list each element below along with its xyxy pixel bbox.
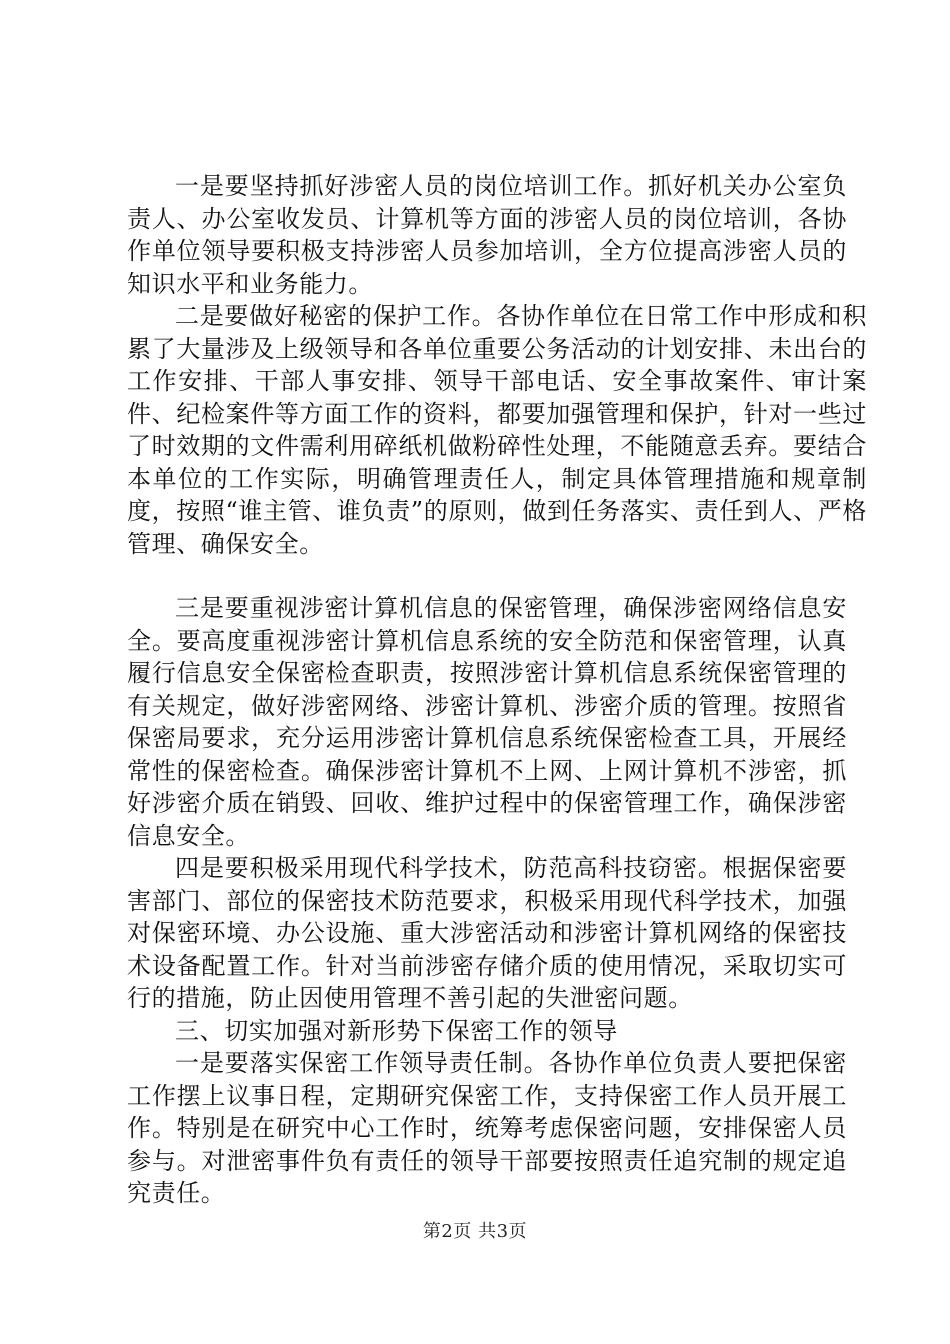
paragraph-training: 一是要坚持抓好涉密人员的岗位培训工作。抓好机关办公室负责人、办公室收发员、计算机等方面的涉密人员的岗位培训，各协作单位领导要积极支持涉密人员参加培训，全方位提高涉密人员的知识水平和业务能力。 [127, 172, 847, 298]
paragraph-spacer [127, 560, 847, 592]
paragraph-technology: 四是要积极采用现代科学技术，防范高科技窃密。根据保密要害部门、部位的保密技术防范要求，积极采用现代科学技术，加强对保密环境、办公设施、重大涉密活动和涉密计算机网络的保密技术设备配置工作。针对当前涉密存储介质的使用情况，采取切实可行的措施，防止因使用管理不善引起的失泄密问题。 [127, 854, 847, 1012]
paragraph-secret-protection: 二是要做好秘密的保护工作。各协作单位在日常工作中形成和积累了大量涉及上级领导和各单位重要公务活动的计划安排、未出台的工作安排、干部人事安排、领导干部电话、安全事故案件、审计案件、纪检案件等方面工作的资料，都要加强管理和保护，针对一些过了时效期的文件需利用碎纸机做粉碎性处理，不能随意丢弃。要结合本单位的工作实际，明确管理责任人，制定具体管理措施和规章制度，按照“谁主管、谁负责”的原则，做到任务落实、责任到人、严格管理、确保安全。 [127, 302, 867, 558]
section-heading-leadership: 三、切实加强对新形势下保密工作的领导 [175, 1016, 618, 1045]
paragraph-computer-security: 三是要重视涉密计算机信息的保密管理，确保涉密网络信息安全。要高度重视涉密计算机信息系统的安全防范和保密管理，认真履行信息安全保密检查职责，按照涉密计算机信息系统保密管理的有关规定，做好涉密网络、涉密计算机、涉密介质的管理。按照省保密局要求，充分运用涉密计算机信息系统保密检查工具，开展经常性的保密检查。确保涉密计算机不上网、上网计算机不涉密，抓好涉密介质在销毁、回收、维护过程中的保密管理工作，确保涉密信息安全。 [127, 594, 847, 850]
paragraph-responsibility: 一是要落实保密工作领导责任制。各协作单位负责人要把保密工作摆上议事日程，定期研究保密工作，支持保密工作人员开展工作。特别是在研究中心工作时，统筹考虑保密问题，安排保密人员参与。对泄密事件负有责任的领导干部要按照责任追究制的规定追究责任。 [127, 1049, 847, 1207]
document-body [127, 170, 867, 1210]
page-number-footer: 第2页 共3页 [422, 1221, 528, 1242]
